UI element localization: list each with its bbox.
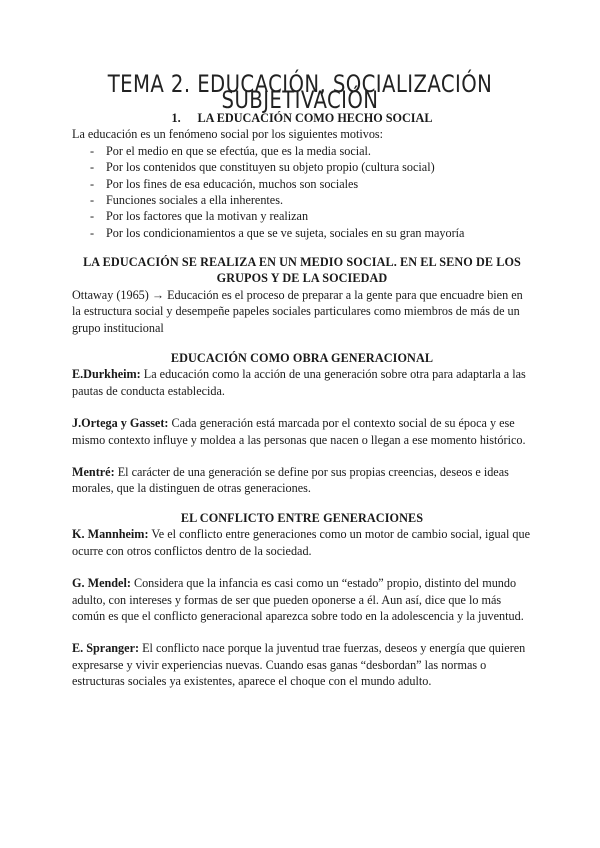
entry-mentre <box>72 464 532 497</box>
entry-text: Considera que la infancia es casi como un “estado” propio, distinto del mundo adulto, con intereses y formas de ser que pueden oponerse a él. Aun así, dice que lo más común es que el conflicto generacional aparezca sobre todo en la adolescencia y la juventud. <box>72 576 524 624</box>
entry-mendel <box>72 575 532 624</box>
list-item: - Por los fines de esa educación, muchos son sociales <box>90 176 359 191</box>
entry-text: Cada generación está marcada por el contexto social de su época y ese mismo contexto influye y moldea a las personas que nacen o llegan a ese momento histórico. <box>72 416 526 447</box>
dash-bullet: - <box>90 193 95 208</box>
section-social-medium <box>72 254 532 336</box>
entry-ortega <box>72 415 532 448</box>
section-generational-conflict <box>72 510 532 690</box>
section-intro: La educación es un fenómeno social por los siguientes motivos: <box>72 127 384 142</box>
entry-durkheim <box>72 366 532 399</box>
section-generational-work <box>72 350 532 497</box>
list-item: - Por el medio en que se efectúa, que es la media social. <box>90 143 371 158</box>
list-item: - Por los condicionamientos a que se ve sujeta, sociales en su gran mayoría <box>90 225 465 240</box>
dash-bullet: - <box>90 143 95 158</box>
author-name: K. Mannheim: <box>72 527 149 542</box>
section-education-social-fact <box>72 110 532 241</box>
list-item: - Funciones sociales a ella inherentes. <box>90 193 283 208</box>
entry-spranger <box>72 640 532 689</box>
dash-bullet: - <box>90 209 95 224</box>
dash-bullet: - <box>90 160 95 175</box>
section-number: 1. <box>171 111 181 125</box>
section-heading: EDUCACIÓN COMO OBRA GENERACIONAL <box>170 351 434 365</box>
author-name: G. Mendel: <box>72 576 131 591</box>
author-name: E. Spranger: <box>72 641 140 656</box>
list-item: - Por los contenidos que constituyen su objeto propio (cultura social) <box>90 160 435 175</box>
section-heading: LA EDUCACIÓN SE REALIZA EN UN MEDIO SOCIAL. EN EL SENO DE LOS GRUPOS Y DE LA SOCIEDAD <box>83 255 521 286</box>
entry-text: La educación como la acción de una generación sobre otra para adaptarla a las pautas de conducta establecida. <box>72 367 526 398</box>
page-title: TEMA 2. EDUCACIÓN, SOCIALIZACIÓN SUBJETIVACIÓN <box>107 70 493 115</box>
dash-bullet: - <box>90 176 95 191</box>
list-item: - Por los factores que la motivan y realizan <box>90 209 309 224</box>
author-name: Mentré: <box>72 465 115 480</box>
author-name: J.Ortega y Gasset: <box>72 416 169 431</box>
ottaway-definition: Ottaway (1965) → Educación es el proceso de preparar a la gente para que encuadre bien en la estructura social y desempeñe papeles sociales particulares como miembros de más de un grupo institucional <box>72 287 523 335</box>
author-name: E.Durkheim: <box>72 367 141 382</box>
entry-text: El conflicto nace porque la juventud trae fuerzas, deseos y energía que quieren expresarse y vivir experiencias nuevas. Cuando esas ganas “desbordan” las normas o estructuras sociales ya existentes, aparece el choque con el mundo adulto. <box>72 641 526 689</box>
entry-text: El carácter de una generación se define por sus propias creencias, deseos e ideas morales, que la distinguen de otras generaciones. <box>72 465 509 496</box>
reasons-list <box>72 143 532 241</box>
dash-bullet: - <box>90 225 95 240</box>
section-heading <box>72 110 532 126</box>
section-heading: EL CONFLICTO ENTRE GENERACIONES <box>180 511 424 525</box>
entry-mannheim <box>72 526 532 559</box>
entry-text: Ve el conflicto entre generaciones como un motor de cambio social, igual que ocurre con otros conflictos dentro de la sociedad. <box>72 527 531 558</box>
section-heading-text: LA EDUCACIÓN COMO HECHO SOCIAL <box>197 111 433 125</box>
